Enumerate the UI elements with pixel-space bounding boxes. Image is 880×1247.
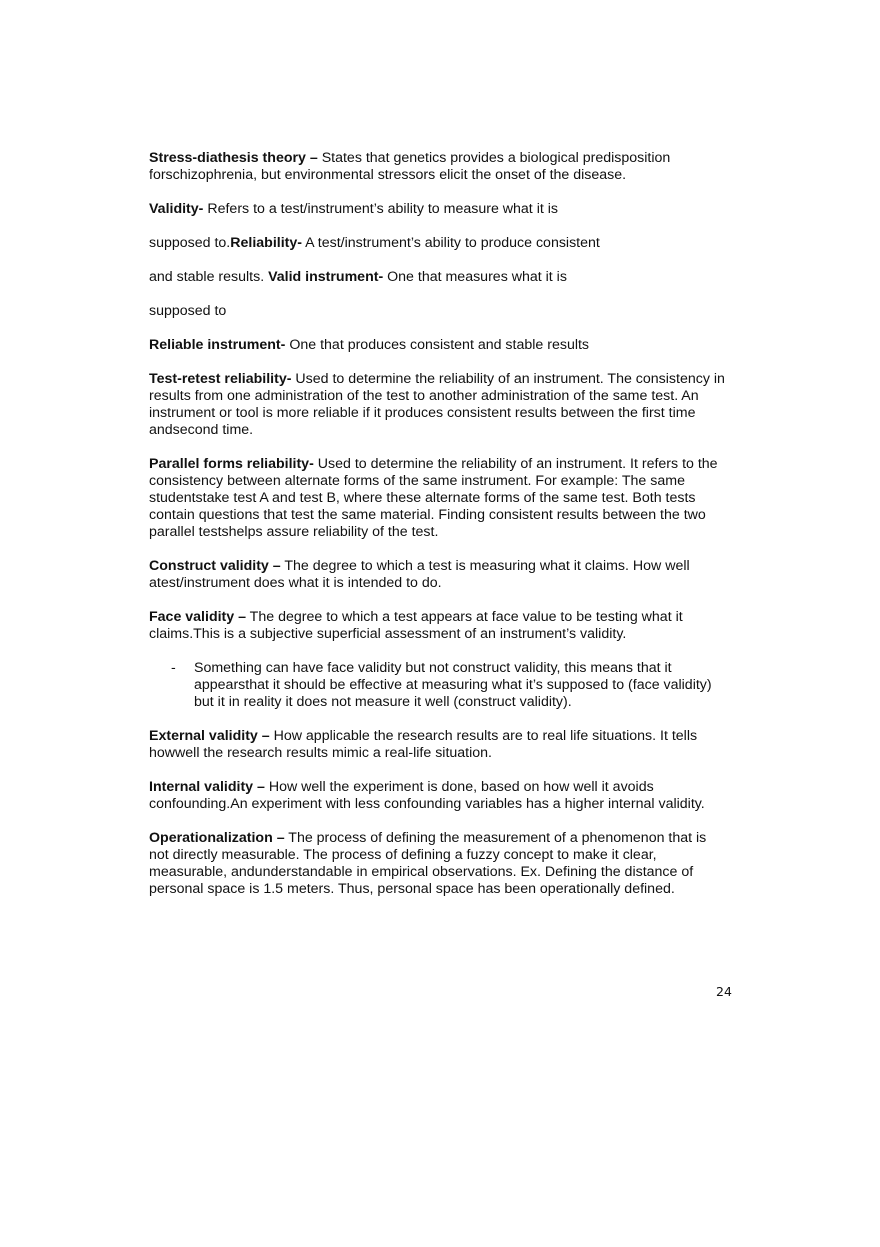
definition-text: supposed to	[149, 303, 227, 319]
face-validity-bullet	[149, 660, 729, 711]
definition-text: States that genetics provides a biological predisposition forschizophrenia, but environmental stressors elicit the onset of the disease.	[149, 150, 671, 183]
term-label: Face validity –	[149, 609, 246, 625]
term-label: Operationalization –	[149, 830, 285, 846]
term-label: Reliable instrument-	[149, 337, 286, 353]
entry-internal-validity	[149, 779, 729, 813]
entry-validity-line-1	[149, 201, 729, 218]
bullet-text: Something can have face validity but not construct validity, this means that it appearsthat it should be effective at measuring what it’s supposed to (face validity) but it in reality it does not measure it well (construct validity).	[194, 660, 712, 710]
definition-text: One that measures what it is	[383, 269, 567, 285]
term-label: Test-retest reliability-	[149, 371, 292, 387]
entry-face-validity	[149, 609, 729, 643]
definition-text: Used to determine the reliability of an instrument. It refers to the consistency between alternate forms of the same instrument. For example: The same studentstake test A and test B, where these alternate forms of the same test. Both tests contain questions that test the same material. Finding consistent results between the two parallel testshelps assure reliability of the test.	[149, 456, 718, 540]
term-label: Reliability-	[230, 235, 302, 251]
definition-text: A test/instrument’s ability to produce consistent	[302, 235, 600, 251]
entry-test-retest-reliability	[149, 371, 729, 439]
definition-text: Refers to a test/instrument’s ability to measure what it is	[203, 201, 558, 217]
bullet-marker: -	[171, 660, 176, 676]
entry-validity-line-4	[149, 303, 729, 320]
definition-text: The degree to which a test appears at face value to be testing what it claims.This is a subjective superficial assessment of an instrument’s validity.	[149, 609, 683, 642]
definition-text: The degree to which a test is measuring what it claims. How well atest/instrument does what it is intended to do.	[149, 558, 690, 591]
entry-operationalization	[149, 830, 729, 898]
entry-parallel-forms-reliability	[149, 456, 729, 541]
term-label: External validity –	[149, 728, 270, 744]
definition-text: and stable results.	[149, 269, 269, 285]
entry-validity-line-3	[149, 269, 729, 286]
term-label: Stress-diathesis theory –	[149, 150, 318, 166]
definition-text: Used to determine the reliability of an instrument. The consistency in results from one administration of the test to another administration of the same test. An instrument or tool is more reliable if it produces consistent results between the first time andsecond time.	[149, 371, 725, 438]
definition-text: How well the experiment is done, based on how well it avoids confounding.An experiment with less confounding variables has a higher internal validity.	[149, 779, 705, 812]
definition-text: One that produces consistent and stable results	[285, 337, 590, 353]
term-label: Validity-	[149, 201, 204, 217]
entry-reliable-instrument	[149, 337, 729, 354]
page-number: 24	[716, 984, 732, 999]
glossary-content	[149, 150, 729, 915]
entry-external-validity	[149, 728, 729, 762]
term-label: Parallel forms reliability-	[149, 456, 314, 472]
term-label: Valid instrument-	[268, 269, 384, 285]
entry-stress-diathesis	[149, 150, 729, 184]
definition-text: How applicable the research results are to real life situations. It tells howwell the research results mimic a real-life situation.	[149, 728, 698, 761]
definition-text: The process of defining the measurement of a phenomenon that is not directly measurable. The process of defining a fuzzy concept to make it clear, measurable, andunderstandable in empirical observations. Ex. Defining the distance of personal space is 1.5 meters. Thus, personal space has been operationally defined.	[149, 830, 707, 897]
entry-construct-validity	[149, 558, 729, 592]
term-label: Internal validity –	[149, 779, 265, 795]
definition-text: supposed to.	[149, 235, 231, 251]
entry-validity-line-2	[149, 235, 729, 252]
term-label: Construct validity –	[149, 558, 281, 574]
